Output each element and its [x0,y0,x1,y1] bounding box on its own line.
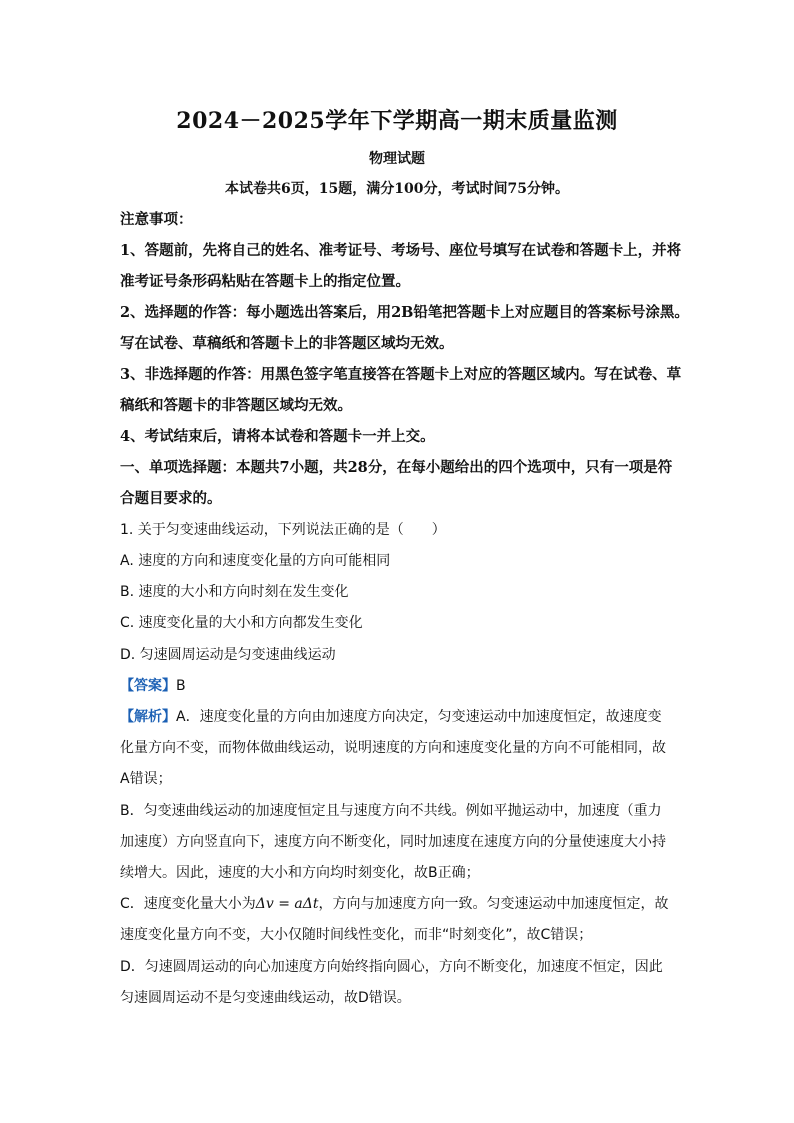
analysis-c-post: ，方向与加速度方向一致。匀变速运动中加速度恒定，故 [318,896,669,912]
note-item-1-line-2: 准考证号条形码粘贴在答题卡上的指定位置。 [120,273,410,290]
page-title: 2024－2025学年下学期高一期末质量监测 [176,108,618,134]
option-d: D. 匀速圆周运动是匀变速曲线运动 [120,647,336,663]
subject-title: 物理试题 [369,151,425,167]
analysis-d-line-2: 匀速圆周运动不是匀变速曲线运动，故D错误。 [120,990,411,1006]
analysis-b-line-3: 续增大。因此，速度的大小和方向均时刻变化，故B正确； [120,865,480,881]
analysis-c-pre: C．速度变化量大小为 [120,896,256,912]
analysis-b-line-2: 加速度）方向竖直向下，速度方向不断变化，同时加速度在速度方向的分量使速度大小持 [120,834,666,850]
note-item-4: 4、考试结束后，请将本试卷和答题卡一并上交。 [120,428,435,445]
section-heading-line-1: 一、单项选择题：本题共7小题，共28分，在每小题给出的四个选项中，只有一项是符 [120,459,673,476]
option-b: B. 速度的大小和方向时刻在发生变化 [120,584,349,600]
analysis-tag: 【解析】 [120,709,176,725]
question-stem: 1. 关于匀变速曲线运动，下列说法正确的是（ ） [120,522,446,538]
formula-delta-v: Δv = aΔt [255,896,319,912]
analysis-b-line-1: B．匀变速曲线运动的加速度恒定且与速度方向不共线。例如平抛运动中，加速度（重力 [120,803,662,819]
analysis-d-line-1: D．匀速圆周运动的向心加速度方向始终指向圆心，方向不断变化，加速度不恒定，因此 [120,959,663,975]
note-item-3-line-2: 稿纸和答题卡的非答题区域均无效。 [120,397,352,414]
analysis-c-line-1 [120,893,669,913]
answer-value: B [176,678,186,694]
option-c: C. 速度变化量的大小和方向都发生变化 [120,615,363,631]
answer-line [120,675,186,695]
note-item-1-line-1: 1、答题前，先将自己的姓名、准考证号、考场号、座位号填写在试卷和答题卡上，并将 [120,242,682,259]
note-item-2-line-1: 2、选择题的作答：每小题选出答案后，用2B铅笔把答题卡上对应题目的答案标号涂黑。 [120,304,689,321]
analysis-a-line-2: 化量方向不变，而物体做曲线运动，说明速度的方向和速度变化量的方向不可能相同，故 [120,740,666,756]
analysis-a-line-3: A错误； [120,771,172,787]
option-a: A. 速度的方向和速度变化量的方向可能相同 [120,553,391,569]
analysis-a-text-1: A．速度变化量的方向由加速度方向决定，匀变速运动中加速度恒定，故速度变 [176,709,662,725]
analysis-c-line-2: 速度变化量方向不变，大小仅随时间线性变化，而非“时刻变化”，故C错误； [120,927,593,943]
answer-tag: 【答案】 [120,678,176,694]
section-heading-line-2: 合题目要求的。 [120,490,222,507]
note-item-2-line-2: 写在试卷、草稿纸和答题卡上的非答题区域均无效。 [120,335,454,352]
analysis-a-line-1 [120,706,662,726]
note-item-3-line-1: 3、非选择题的作答：用黑色签字笔直接答在答题卡上对应的答题区域内。写在试卷、草 [120,366,682,383]
exam-info: 本试卷共6页，15题，满分100分，考试时间75分钟。 [225,181,569,197]
notes-heading: 注意事项： [120,211,193,228]
